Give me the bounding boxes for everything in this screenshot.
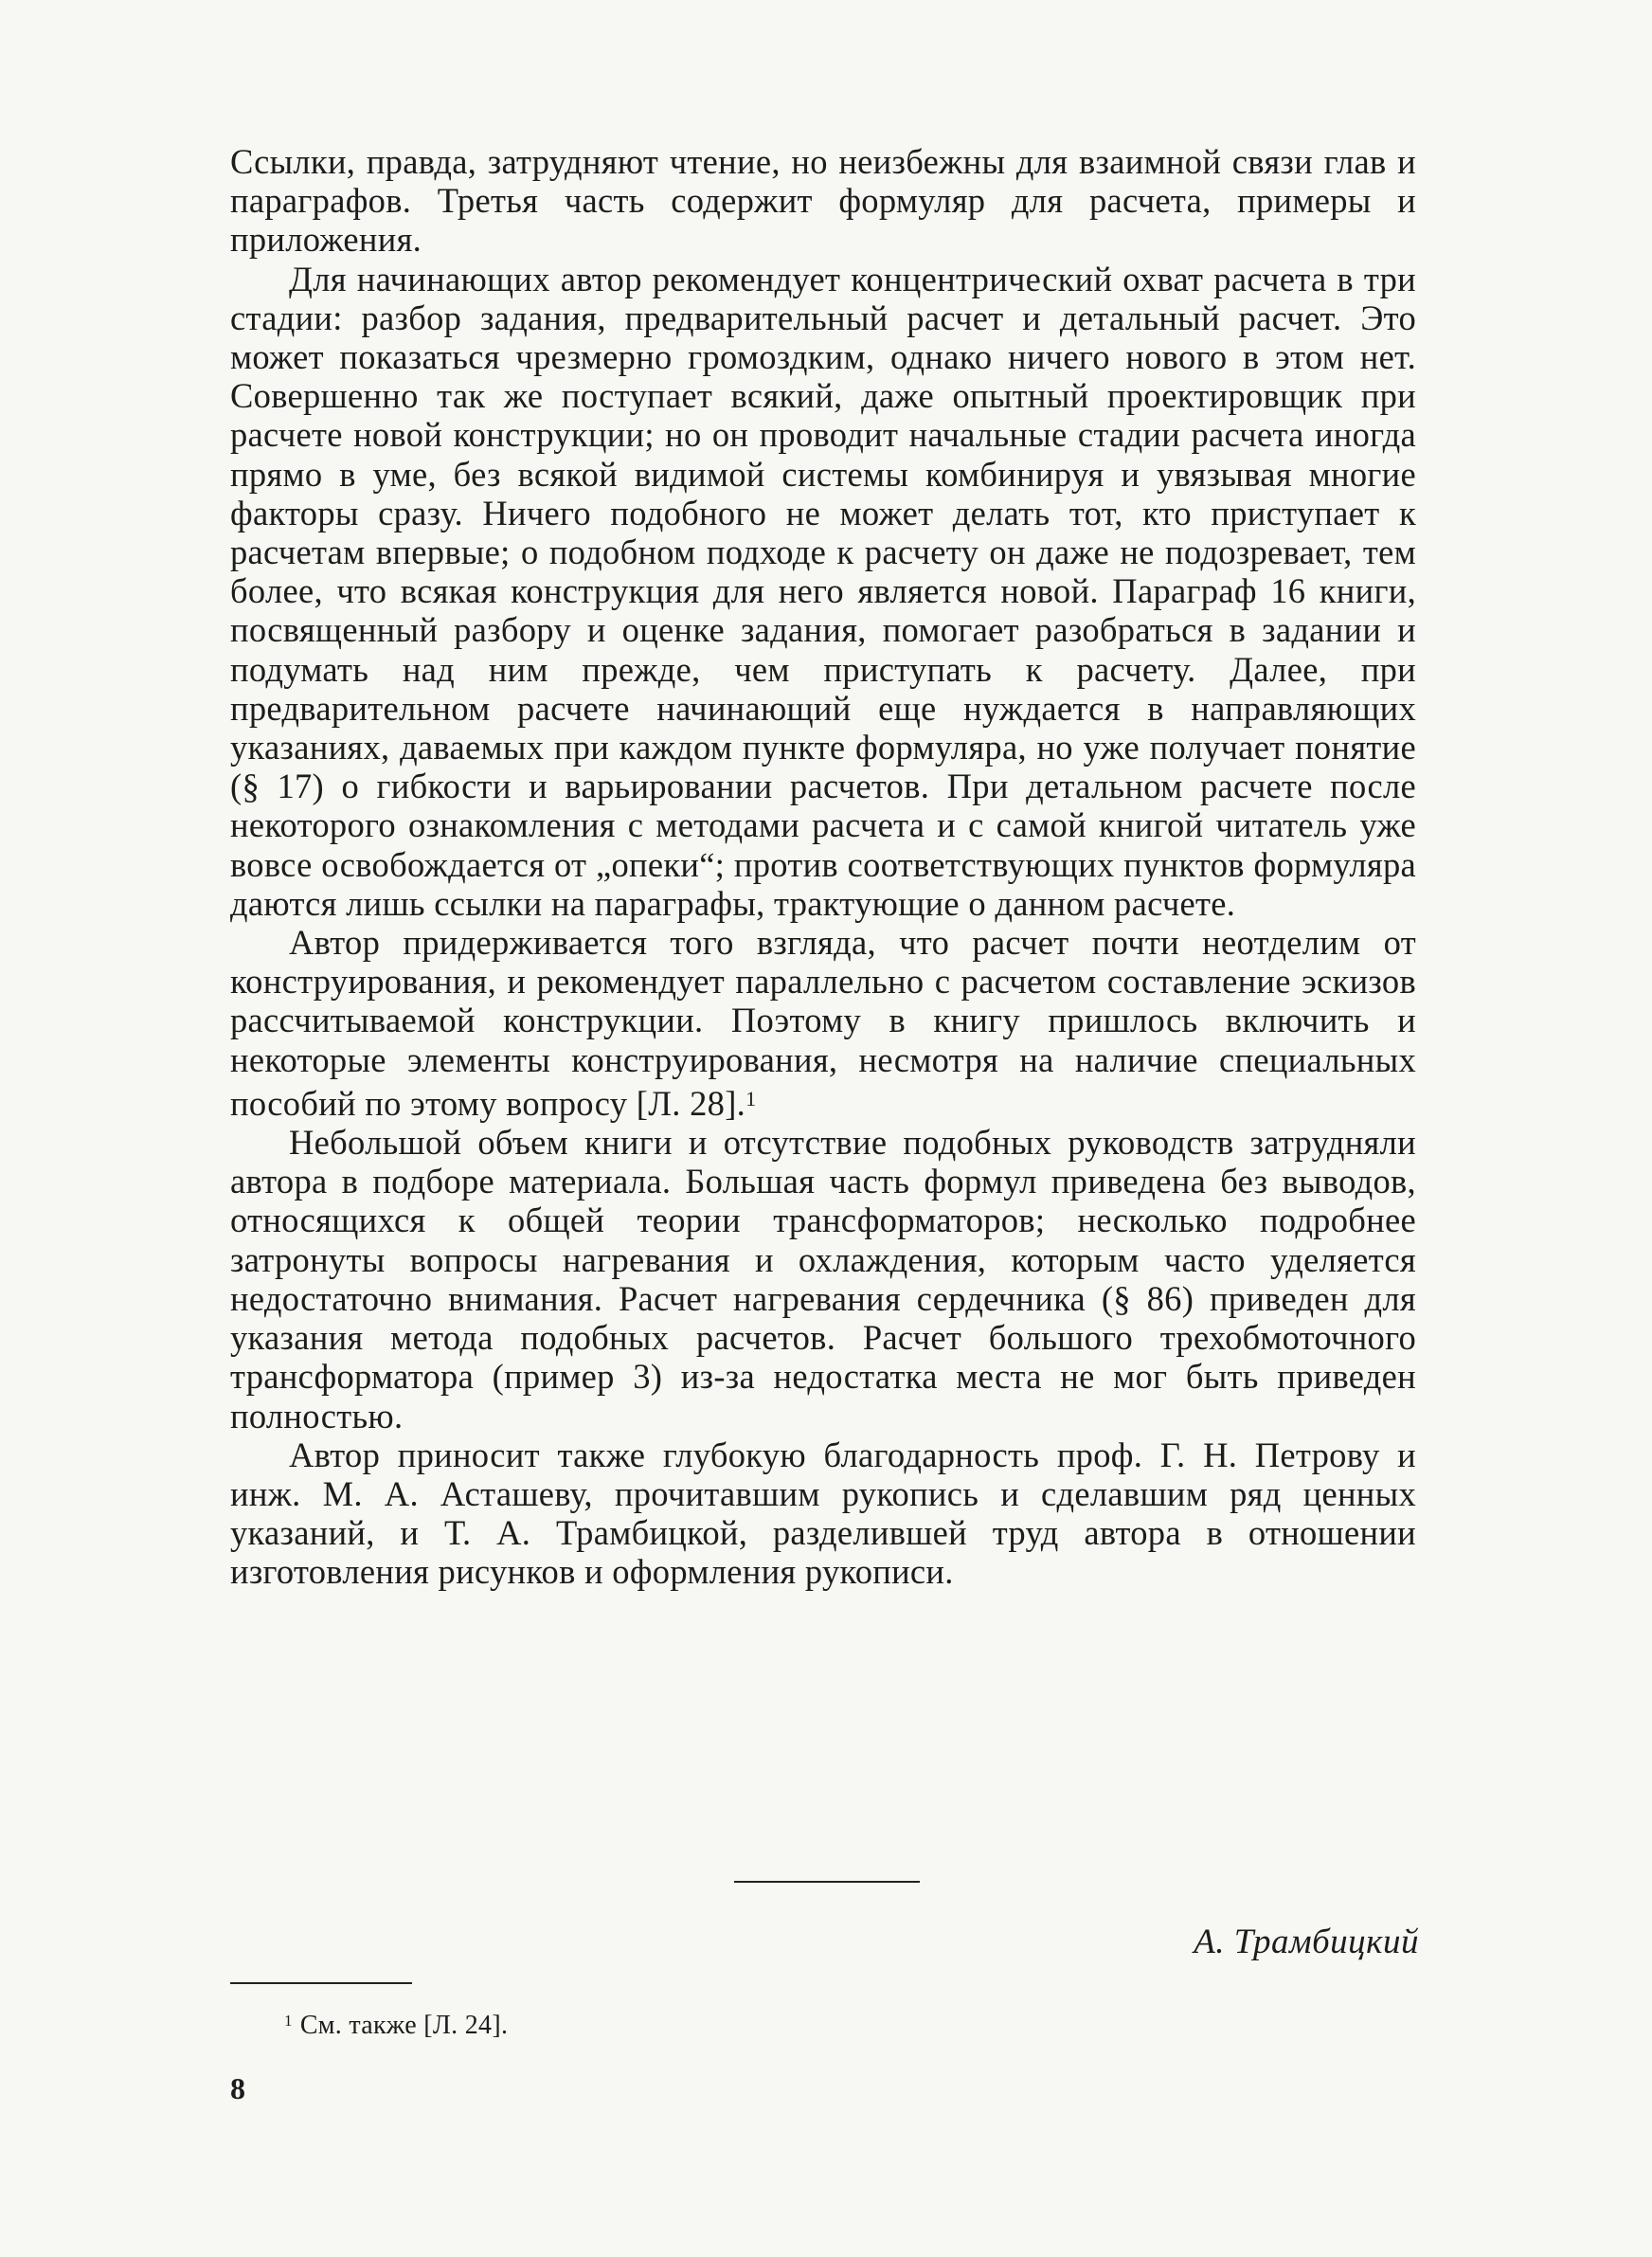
- section-divider: [734, 1881, 920, 1883]
- paragraph-concentric-method: Для начинающих автор рекомендует концентрический охват расчета в три стадии: разбор задания, предварительный расчет и детальный расчет. Это может показаться чрезмерно громоздким, однако ничего нового в этом нет. Совершенно так же поступает всякий, даже опытный проектировщик при расчете новой конструкции; но он проводит начальные стадии расчета иногда прямо в уме, без всякой видимой системы комбинируя и увязывая многие факторы сразу. Ничего подобного не может делать тот, кто приступает к расчетам впервые; о подобном подходе к расчету он даже не подозревает, тем более, что всякая конструкция для него является новой. Параграф 16 книги, посвященный разбору и оценке задания, помогает разобраться в задании и подумать над ним прежде, чем приступать к расчету. Далее, при предварительном расчете начинающий еще нуждается в направляющих указаниях, даваемых при каждом пункте формуляра, но уже получает понятие (§ 17) о гибкости и варьировании расчетов. При детальном расчете после некоторого ознакомления с методами расчета и с самой книгой читатель уже вовсе освобождается от „опеки“; против соответствующих пунктов формуляра даются лишь ссылки на параграфы, трактующие о данном расчете.: [230, 259, 1416, 923]
- paragraph-acknowledgements: Автор приносит также глубокую благодарность проф. Г. Н. Петрову и инж. М. А. Асташеву, прочитавшим рукопись и сделавшим ряд ценных указаний, и Т. А. Трамбицкой, разделившей труд автора в отношении изготовления рисунков и оформления рукописи.: [230, 1435, 1416, 1592]
- footnote: [284, 2011, 508, 2041]
- page-number: 8: [230, 2071, 245, 2105]
- body-text: [230, 142, 1416, 1592]
- footnote-text: См. также [Л. 24].: [299, 2011, 509, 2040]
- footnote-rule: [230, 1982, 412, 1984]
- paragraph-design-link-text: Автор придерживается того взгляда, что расчет почти неотделим от конструирования, и рекомендует параллельно с расчетом составление эскизов рассчитываемой конструкции. Поэтому в книгу пришлось включить и некоторые элементы конструирования, несмотря на наличие специальных пособий по этому вопросу [Л. 28].: [230, 923, 1416, 1123]
- footnote-reference[interactable]: 1: [745, 1086, 757, 1110]
- paragraph-continuation: Ссылки, правда, затрудняют чтение, но неизбежны для взаимной связи глав и параграфов. Третья часть содержит формуляр для расчета, примеры и приложения.: [230, 142, 1416, 260]
- author-signature: А. Трамбицкий: [1194, 1923, 1419, 1961]
- footnote-marker: 1: [284, 2012, 293, 2030]
- paragraph-design-link: [230, 923, 1416, 1123]
- paragraph-material-selection: Небольшой объем книги и отсутствие подобных руководств затрудняли автора в подборе материала. Большая часть формул приведена без выводов, относящихся к общей теории трансформаторов; несколько подробнее затронуты вопросы нагревания и охлаждения, которым часто уделяется недостаточно внимания. Расчет нагревания сердечника (§ 86) приведен для указания метода подобных расчетов. Расчет большого трехобмоточного трансформатора (пример 3) из-за недостатка места не мог быть приведен полностью.: [230, 1123, 1416, 1435]
